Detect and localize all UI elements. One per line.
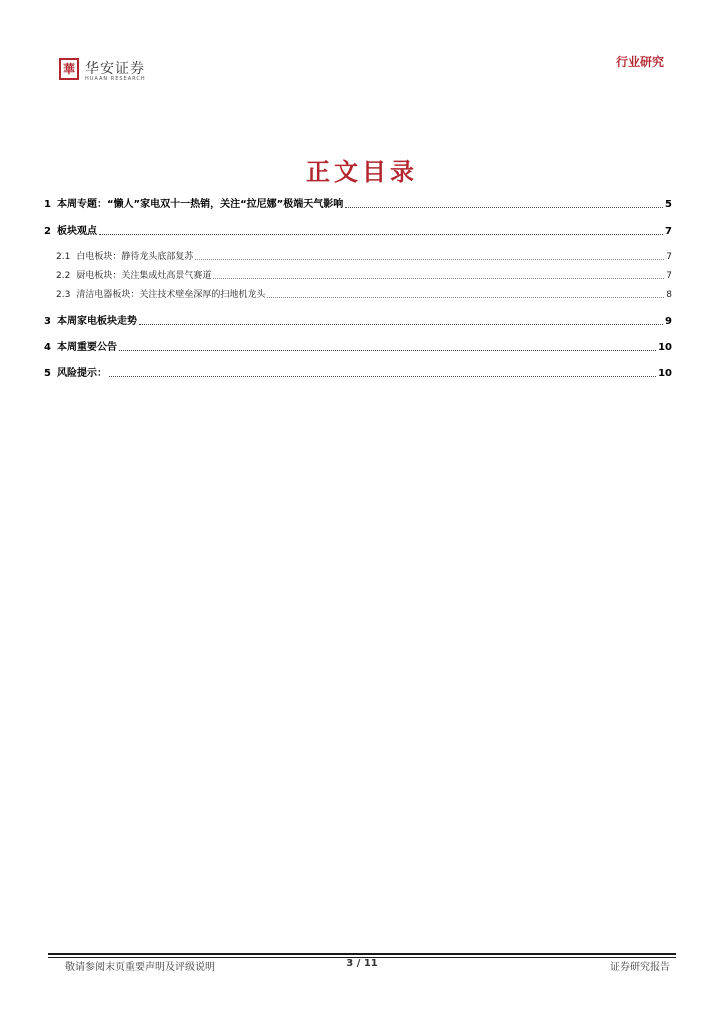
toc-page: 5 <box>665 199 672 210</box>
toc-entry[interactable] <box>44 317 672 327</box>
toc-page: 7 <box>665 226 672 237</box>
toc-leader <box>99 233 663 235</box>
toc-page: 10 <box>658 342 672 353</box>
toc-number: 5 <box>44 368 51 379</box>
toc-leader <box>195 258 664 260</box>
toc-leader <box>213 277 664 279</box>
toc-page: 7 <box>666 252 672 262</box>
section-label: 行业研究 <box>615 55 664 69</box>
footer-disclaimer: 敬请参阅末页重要声明及评级说明 <box>65 962 215 973</box>
toc-entry[interactable] <box>44 227 672 237</box>
toc-number: 1 <box>44 199 51 210</box>
page-number: 3 / 11 <box>346 958 378 969</box>
footer-divider <box>48 953 676 955</box>
toc-page: 7 <box>666 271 672 281</box>
toc-leader <box>119 349 656 351</box>
toc-entry[interactable] <box>44 253 672 262</box>
toc-entry[interactable] <box>44 369 672 379</box>
toc-entry[interactable] <box>44 200 672 210</box>
toc-title: 本周重要公告 <box>56 342 117 353</box>
toc-number: 2.2 <box>56 271 71 281</box>
toc-title: 厨电板块：关注集成灶高景气赛道 <box>76 271 212 281</box>
company-logo <box>59 58 159 86</box>
toc-title: 风险提示： <box>56 368 107 379</box>
toc-entry[interactable] <box>44 272 672 281</box>
toc-number: 3 <box>44 316 51 327</box>
toc-leader <box>345 206 663 208</box>
toc-number: 4 <box>44 342 51 353</box>
toc-page: 8 <box>666 290 672 300</box>
toc-title: 板块观点 <box>56 226 97 237</box>
toc-page: 9 <box>665 316 672 327</box>
toc-title: 本周专题：“懒人”家电双十一热销，关注“拉尼娜”极端天气影响 <box>56 199 344 210</box>
toc-number: 2.3 <box>56 290 71 300</box>
logo-subtitle: HUAAN RESEARCH <box>85 76 146 82</box>
toc-title: 白电板块：静待龙头底部复苏 <box>76 252 194 262</box>
toc-title: 清洁电器板块：关注技术壁垒深厚的扫地机龙头 <box>76 290 266 300</box>
logo-mark-icon: 華 <box>59 58 79 80</box>
toc-number: 2.1 <box>56 252 71 262</box>
toc-entry[interactable] <box>44 343 672 353</box>
toc-title: 本周家电板块走势 <box>56 316 137 327</box>
toc-leader <box>267 296 664 298</box>
footer-report-type: 证券研究报告 <box>610 962 670 973</box>
logo-name: 华安证券 <box>85 61 145 77</box>
toc-entry[interactable] <box>44 291 672 300</box>
toc-leader <box>109 375 656 377</box>
page-title: 正文目录 <box>306 157 418 186</box>
toc-page: 10 <box>658 368 672 379</box>
toc-number: 2 <box>44 226 51 237</box>
toc-leader <box>139 323 663 325</box>
